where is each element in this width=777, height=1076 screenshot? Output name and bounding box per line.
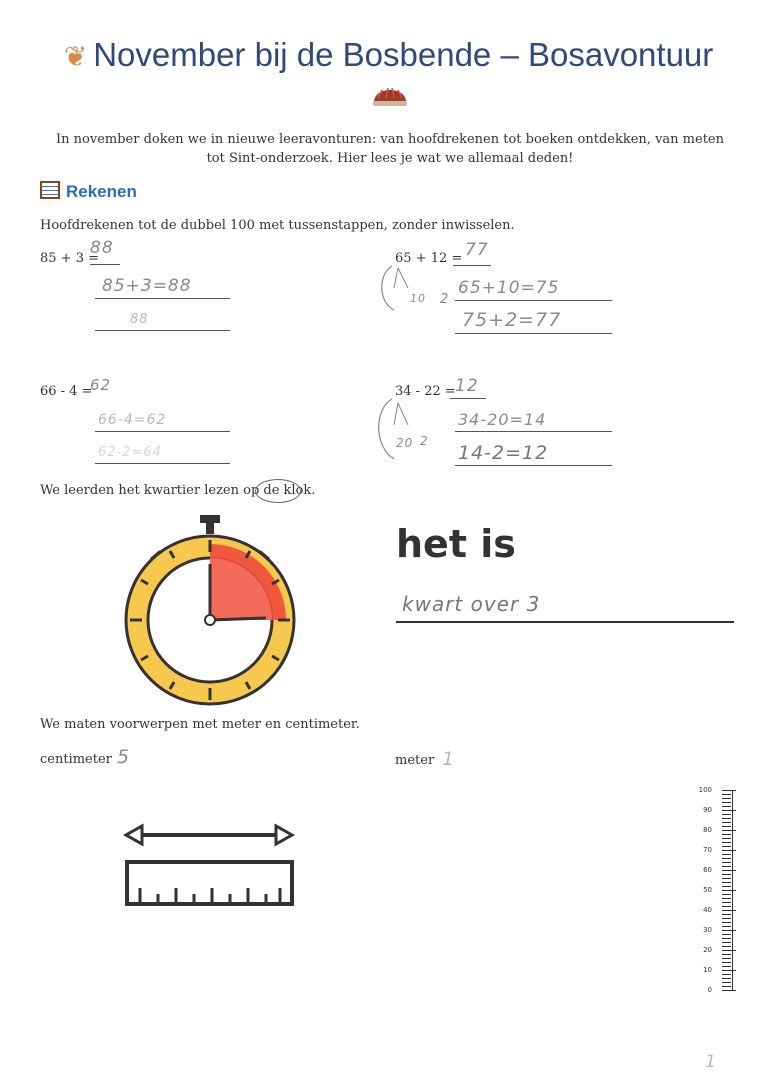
scale-label: 70 bbox=[703, 846, 712, 854]
scale-tick bbox=[722, 798, 731, 799]
handwritten-answer: 88 bbox=[90, 238, 114, 258]
het-is-label: het is bbox=[396, 522, 516, 566]
scale-tick bbox=[722, 890, 736, 891]
scale-label: 60 bbox=[703, 866, 712, 874]
scale-tick bbox=[722, 942, 731, 943]
exercise-problem: 85 + 3 = bbox=[40, 251, 99, 266]
handwritten-step: 65+10=75 bbox=[458, 278, 560, 298]
scale-tick bbox=[722, 938, 731, 939]
split-bracket bbox=[378, 395, 428, 465]
centimeter-label: centimeter bbox=[40, 752, 112, 767]
scale-tick bbox=[722, 822, 731, 823]
scale-label: 80 bbox=[703, 826, 712, 834]
scale-tick bbox=[722, 862, 731, 863]
handwritten-cm-answer: 5 bbox=[117, 746, 131, 768]
rekenen-instruction: Hoofdrekenen tot de dubbel 100 met tussenstappen, zonder inwisselen. bbox=[40, 218, 515, 233]
scale-label: 50 bbox=[703, 886, 712, 894]
scale-tick bbox=[722, 838, 731, 839]
split-bracket bbox=[380, 262, 430, 317]
scale-label: 100 bbox=[698, 786, 712, 794]
scale-tick bbox=[722, 982, 731, 983]
scale-tick bbox=[722, 974, 731, 975]
handwritten-step: 88 bbox=[130, 312, 149, 327]
scale-tick bbox=[722, 934, 731, 935]
scale-tick bbox=[722, 918, 731, 919]
scale-tick bbox=[722, 802, 731, 803]
abacus-icon bbox=[40, 181, 60, 199]
title-text: November bij de Bosbende – Bosavontuur bbox=[93, 36, 714, 73]
scale-tick bbox=[722, 962, 731, 963]
scale-tick bbox=[722, 894, 731, 895]
handwritten-answer: 12 bbox=[455, 376, 479, 396]
handwritten-step: 66-4=62 bbox=[98, 412, 167, 428]
handwritten-answer: 77 bbox=[465, 240, 489, 260]
scale-tick bbox=[722, 874, 731, 875]
exercise-problem: 34 - 22 = bbox=[395, 384, 456, 399]
scale-tick bbox=[722, 854, 731, 855]
scale-tick bbox=[722, 870, 736, 871]
scale-tick bbox=[722, 902, 731, 903]
scale-tick bbox=[722, 914, 731, 915]
scale-tick bbox=[722, 810, 736, 811]
scale-tick bbox=[722, 954, 731, 955]
handwritten-m-answer: 1 bbox=[442, 748, 456, 770]
scale-tick bbox=[722, 842, 731, 843]
handwritten-answer: 62 bbox=[90, 376, 112, 394]
answer-line bbox=[396, 621, 734, 623]
handwritten-step: 75+2=77 bbox=[462, 309, 562, 331]
exercise-problem: 65 + 12 = bbox=[395, 251, 463, 266]
handwritten-split: 10 bbox=[410, 292, 426, 305]
scale-tick bbox=[722, 794, 731, 795]
handwritten-time-answer: kwart over 3 bbox=[402, 592, 541, 616]
scale-label: 0 bbox=[707, 986, 712, 994]
scale-label: 30 bbox=[703, 926, 712, 934]
scale-tick bbox=[722, 966, 731, 967]
scale-tick bbox=[722, 990, 736, 991]
handwritten-step: 62-2=64 bbox=[98, 445, 162, 460]
handwritten-split: 20 bbox=[396, 436, 414, 450]
scale-tick bbox=[722, 826, 731, 827]
section-heading-rekenen: Rekenen bbox=[40, 181, 137, 202]
scale-tick bbox=[722, 858, 731, 859]
meten-sentence: We maten voorwerpen met meter en centimeter. bbox=[40, 717, 360, 732]
scale-label: 10 bbox=[703, 966, 712, 974]
scale-tick bbox=[722, 850, 736, 851]
scale-tick bbox=[722, 882, 731, 883]
page-number: 1 bbox=[705, 1052, 717, 1072]
handwritten-step: 14-2=12 bbox=[458, 442, 549, 464]
scale-tick bbox=[722, 834, 731, 835]
chestnut-icon bbox=[370, 78, 410, 114]
exercise-problem: 66 - 4 = bbox=[40, 384, 93, 399]
autumn-leaves-icon: ❦ bbox=[63, 41, 88, 72]
scale-tick bbox=[722, 950, 736, 951]
measuring-scale bbox=[692, 786, 742, 994]
scale-tick bbox=[722, 910, 736, 911]
ruler-icon bbox=[120, 820, 300, 910]
scale-tick bbox=[722, 926, 731, 927]
scale-tick bbox=[722, 878, 731, 879]
scale-tick bbox=[722, 946, 731, 947]
scale-tick bbox=[722, 978, 731, 979]
scale-tick bbox=[722, 866, 731, 867]
intro-text: In november doken we in nieuwe leeravonturen: van hoofdrekenen tot boeken ontdekken, van meten tot Sint-onderzoek. Hier lees je wat we allemaal deden! bbox=[56, 132, 724, 166]
clock-sentence: We leerden het kwartier lezen op de klok. bbox=[40, 483, 316, 498]
scale-tick bbox=[722, 790, 736, 791]
scale-tick bbox=[722, 818, 731, 819]
scale-tick bbox=[722, 986, 731, 987]
scale-tick bbox=[722, 898, 731, 899]
scale-tick bbox=[722, 922, 731, 923]
page-title bbox=[0, 36, 777, 74]
scale-tick bbox=[722, 846, 731, 847]
handwritten-step: 34-20=14 bbox=[458, 410, 547, 429]
handwritten-step: 85+3=88 bbox=[102, 276, 192, 296]
meter-label: meter bbox=[395, 753, 435, 768]
scale-tick bbox=[722, 958, 731, 959]
circle-mark bbox=[255, 479, 301, 503]
stopwatch-clock-icon bbox=[120, 512, 300, 707]
scale-tick bbox=[722, 830, 736, 831]
scale-tick bbox=[722, 970, 736, 971]
scale-label: 40 bbox=[703, 906, 712, 914]
scale-tick bbox=[722, 806, 731, 807]
scale-tick bbox=[722, 814, 731, 815]
scale-label: 90 bbox=[703, 806, 712, 814]
scale-label: 20 bbox=[703, 946, 712, 954]
scale-tick bbox=[722, 886, 731, 887]
handwritten-split: 2 bbox=[420, 434, 429, 448]
handwritten-split: 2 bbox=[440, 292, 450, 307]
scale-tick bbox=[722, 930, 736, 931]
scale-tick bbox=[722, 906, 731, 907]
